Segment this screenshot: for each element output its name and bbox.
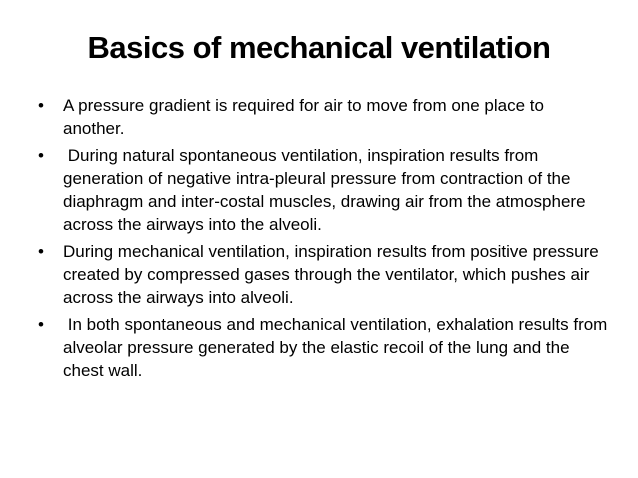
- bullet-dot-icon: •: [38, 315, 44, 334]
- bullet-text: A pressure gradient is required for air to move from one place to another.: [63, 96, 544, 138]
- bullet-text: In both spontaneous and mechanical ventilation, exhalation results from alveolar pressure generated by the elastic recoil of the lung and the chest wall.: [63, 315, 613, 380]
- bullet-item: [38, 94, 608, 140]
- bullet-item: [38, 240, 608, 309]
- bullet-text: During mechanical ventilation, inspiration results from positive pressure created by compressed gases through the ventilator, which pushes air across the airways into alveoli.: [63, 242, 599, 307]
- bullet-item: [38, 144, 608, 236]
- bullet-item: [38, 313, 613, 382]
- bullet-dot-icon: •: [38, 146, 44, 165]
- bullet-dot-icon: •: [38, 242, 44, 261]
- slide-title: Basics of mechanical ventilation: [87, 30, 551, 65]
- bullet-list: [38, 94, 613, 386]
- bullet-text: During natural spontaneous ventilation, inspiration results from generation of negative intra-pleural pressure from contraction of the diaphragm and inter-costal muscles, drawing air from the atmosphere across the airways into the alveoli.: [63, 146, 591, 234]
- bullet-dot-icon: •: [38, 96, 44, 115]
